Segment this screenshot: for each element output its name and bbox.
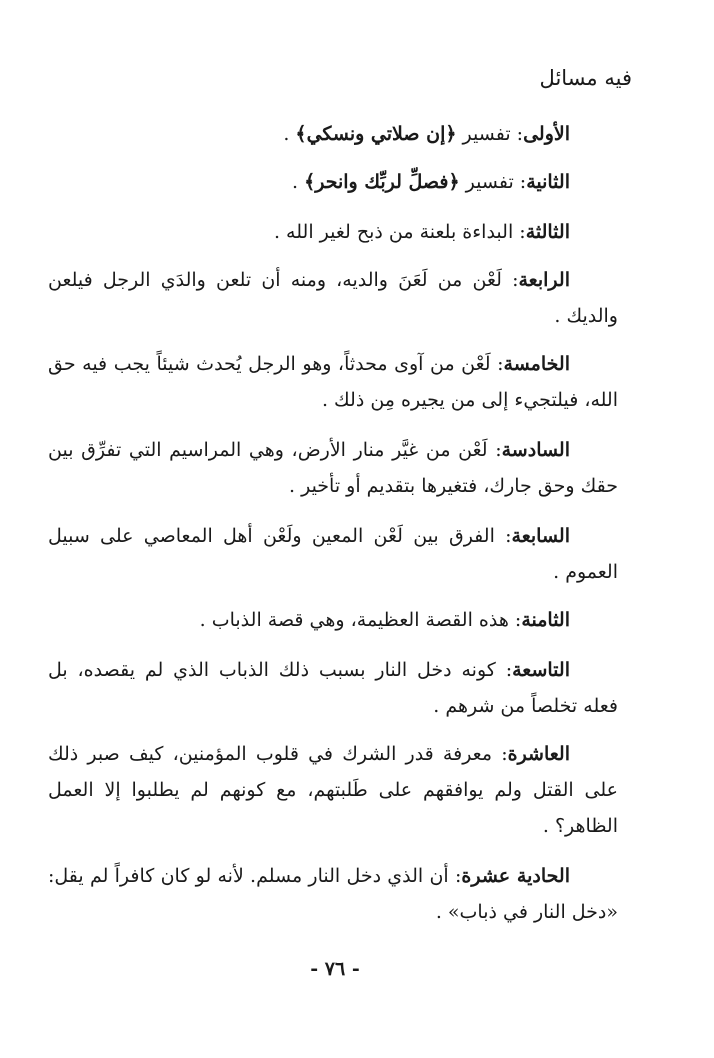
issue-label: الثالثة [525,221,570,243]
issue-label: الحادية عشرة [461,865,570,887]
issue-7 [48,518,618,590]
issue-label: العاشرة [507,743,570,765]
quran-bracket-close: ﴾ [295,123,307,145]
issue-text: أن الذي دخل النار مسلم. لأنه لو كان كافراً لم يقل: «دخل النار في ذباب» . [48,865,618,923]
issue-text: هذه القصة العظيمة، وهي قصة الذباب . [199,609,509,631]
issue-separator: : [490,353,504,375]
issue-separator: : [495,659,513,681]
issue-label: التاسعة [512,659,570,681]
quran-verse: فصلِّ لربِّك وانحر [315,171,449,193]
issue-separator: : [501,269,519,291]
issue-label: الرابعة [518,269,570,291]
issue-separator: : [448,865,462,887]
issue-9 [48,652,618,724]
issue-label: الثامنة [521,609,570,631]
issue-prefix: تفسير [459,171,514,193]
issue-separator: : [508,609,522,631]
issue-suffix: . [283,123,296,145]
quran-bracket-open: ﴿ [445,123,457,145]
issue-prefix: تفسير [456,123,511,145]
issue-1 [48,116,618,152]
issue-label: الأولى [523,123,570,145]
issue-text: الفرق بين لَعْن المعين ولَعْن أهل المعاصي على سبيل العموم . [48,525,618,583]
issue-4 [48,262,618,334]
issue-3 [48,214,618,250]
issue-separator: : [494,525,512,547]
quran-verse: إن صلاتي ونسكي [306,123,446,145]
issue-text: لَعْن من آوى محدثاً، وهو الرجل يُحدث شيئاً يجب فيه حق الله، فيلتجيء إلى من يجيره مِن ذلك . [48,353,618,411]
issue-8 [48,602,618,638]
issue-text: لَعْن من غيَّر منار الأرض، وهي المراسيم التي تفرِّق بين حقك وحق جارك، فتغيرها بتقديم أو تأخير . [48,439,618,497]
issue-label: الثانية [526,171,570,193]
issue-separator: : [492,743,508,765]
issue-label: الخامسة [503,353,570,375]
issue-11 [48,858,618,930]
issue-2 [48,164,618,200]
issue-6 [48,432,618,504]
quran-bracket-close: ﴾ [304,171,316,193]
quran-bracket-open: ﴿ [448,171,460,193]
issue-label: السابعة [511,525,570,547]
issue-5 [48,346,618,418]
issue-separator: : [510,123,524,145]
issue-separator: : [513,221,526,243]
issue-text: كونه دخل النار بسبب ذلك الذباب الذي لم يقصده، بل فعله تخلصاً من شرهم . [48,659,618,717]
issue-separator: : [487,439,502,461]
issue-label: السادسة [501,439,570,461]
issue-text: لَعْن من لَعَنَ والديه، ومنه أن تلعن والدَي الرجل فيلعن والديك . [48,269,618,327]
issue-text: معرفة قدر الشرك في قلوب المؤمنين، كيف صبر ذلك على القتل ولم يوافقهم على طَلبتهم، مع كونهم لم يطلبوا إلا العمل الظاهر؟ . [48,743,618,837]
issue-suffix: . [292,171,305,193]
page-number: - ٧٦ - [310,958,360,980]
issue-text: البداءة بلعنة من ذبح لغير الله . [273,221,514,243]
issue-10 [48,736,618,844]
section-heading: فيه مسائل [539,66,632,90]
issue-separator: : [513,171,527,193]
